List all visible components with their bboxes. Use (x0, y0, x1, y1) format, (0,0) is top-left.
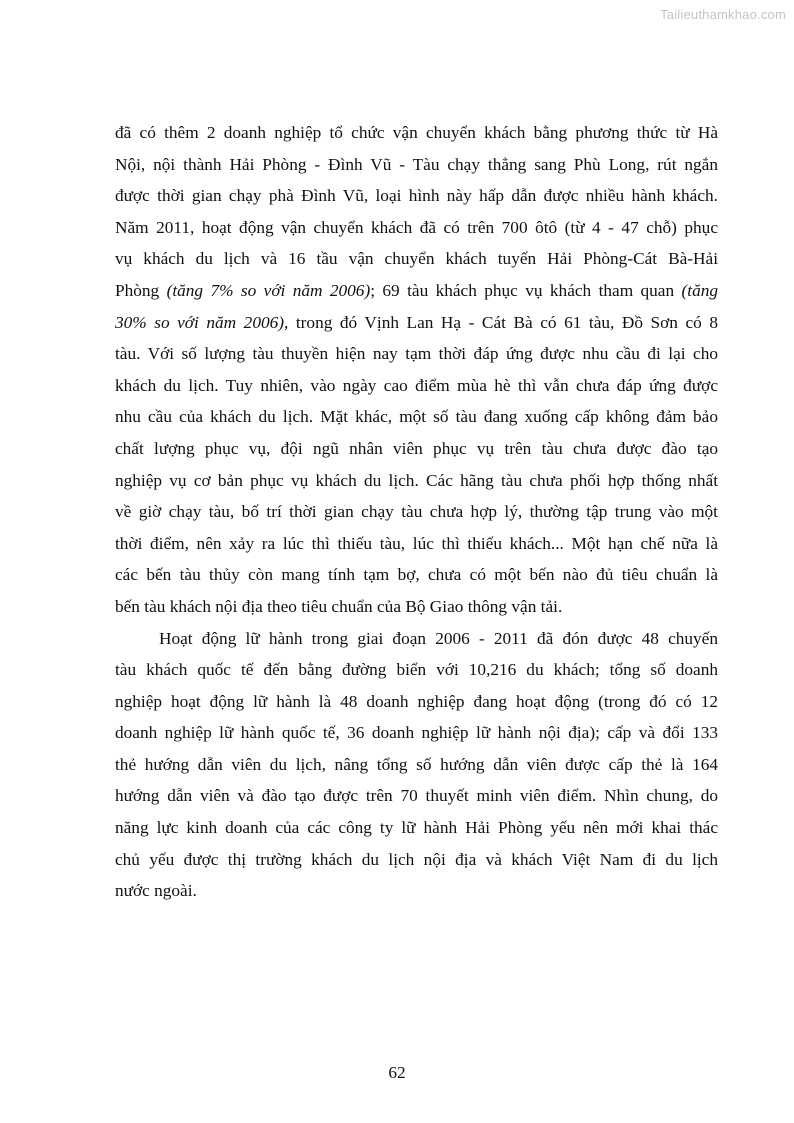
text-line (115, 528, 718, 560)
text-segment: được thời gian chạy phà Đình Vũ, loại hình này hấp dẫn được nhiều hành khách. (115, 186, 718, 206)
text-line (115, 559, 718, 591)
text-segment: Phòng (115, 280, 167, 300)
text-line (115, 243, 718, 275)
text-segment: khách du lịch. Tuy nhiên, vào ngày cao điểm mùa hè thì vẫn chưa đáp ứng được (115, 375, 718, 395)
text-line (115, 465, 718, 497)
text-segment: Nội, nội thành Hải Phòng - Đình Vũ - Tàu chạy thẳng sang Phù Long, rút ngắn (115, 154, 718, 174)
text-line (115, 686, 718, 718)
text-line (115, 496, 718, 528)
text-segment: nhu cầu của khách du lịch. Mặt khác, một số tàu đang xuống cấp không đảm bảo (115, 407, 718, 427)
text-line (115, 654, 718, 686)
text-segment: chủ yếu được thị trường khách du lịch nội địa và khách Việt Nam đi du lịch (115, 849, 718, 869)
text-segment: trong đó Vịnh Lan Hạ - Cát Bà có 61 tàu, Đồ Sơn có 8 (288, 312, 718, 332)
text-line (115, 591, 718, 623)
text-line (115, 212, 718, 244)
text-line (115, 275, 718, 307)
text-segment: Năm 2011, hoạt động vận chuyển khách đã có trên 700 ôtô (từ 4 - 47 chỗ) phục (115, 217, 718, 237)
italic-segment: (tăng (681, 280, 718, 300)
text-segment: nghiệp vụ cơ bản phục vụ khách du lịch. Các hãng tàu chưa phối hợp thống nhất (115, 470, 718, 490)
text-segment: ; 69 tàu khách phục vụ khách tham quan (370, 280, 682, 300)
text-segment: nghiệp hoạt động lữ hành là 48 doanh nghiệp đang hoạt động (trong đó có 12 (115, 691, 718, 711)
text-line (115, 307, 718, 339)
text-line (115, 780, 718, 812)
text-line (115, 117, 718, 149)
text-line (115, 370, 718, 402)
text-segment: tàu. Với số lượng tàu thuyền hiện nay tạm thời đáp ứng được nhu cầu đi lại cho (115, 344, 718, 364)
text-segment: nước ngoài. (115, 881, 197, 901)
text-segment: thẻ hướng dẫn viên du lịch, nâng tổng số hướng dẫn viên được cấp thẻ là 164 (115, 754, 718, 774)
text-segment: tàu khách quốc tế đến bằng đường biển với 10,216 du khách; tổng số doanh (115, 660, 718, 680)
text-line (115, 338, 718, 370)
text-line (115, 180, 718, 212)
text-line (115, 717, 718, 749)
watermark: Tailieuthamkhao.com (660, 7, 786, 22)
text-line (115, 844, 718, 876)
text-line (115, 433, 718, 465)
text-segment: thời điểm, nên xảy ra lúc thì thiếu tàu, lúc thì thiếu khách... Một hạn chế nữa là (115, 533, 718, 553)
text-segment: năng lực kinh doanh của các công ty lữ hành Hải Phòng yếu nên mới khai thác (115, 818, 718, 838)
text-segment: hướng dẫn viên và đào tạo được trên 70 thuyết minh viên điểm. Nhìn chung, do (115, 786, 718, 806)
text-segment: chất lượng phục vụ, đội ngũ nhân viên phục vụ trên tàu chưa được đào tạo (115, 438, 718, 458)
text-line (115, 401, 718, 433)
paragraph-2 (115, 623, 718, 907)
page-number: 62 (388, 1063, 406, 1082)
text-segment: doanh nghiệp lữ hành quốc tế, 36 doanh nghiệp lữ hành nội địa); cấp và đổi 133 (115, 723, 718, 743)
text-segment: về giờ chạy tàu, bố trí thời gian chạy tàu chưa hợp lý, thường tập trung vào một (115, 502, 718, 522)
text-segment: đã có thêm 2 doanh nghiệp tổ chức vận chuyển khách bằng phương thức từ Hà (115, 123, 718, 142)
text-segment: Hoạt động lữ hành trong giai đoạn 2006 - 2011 đã đón được 48 chuyến (159, 628, 718, 648)
text-line (115, 749, 718, 781)
italic-segment: (tăng 7% so với năm 2006) (166, 280, 371, 300)
text-segment: vụ khách du lịch và 16 tầu vận chuyển khách tuyến Hải Phòng-Cát Bà-Hải (115, 249, 718, 269)
text-line (115, 623, 718, 655)
document-body (115, 117, 718, 907)
paragraph-1 (115, 117, 718, 623)
text-line (115, 812, 718, 844)
text-line (115, 875, 718, 907)
text-line (115, 149, 718, 181)
italic-segment: 30% so với năm 2006), (115, 312, 289, 332)
text-segment: bến tàu khách nội địa theo tiêu chuẩn của Bộ Giao thông vận tải. (115, 596, 563, 616)
text-segment: các bến tàu thủy còn mang tính tạm bợ, chưa có một bến nào đủ tiêu chuẩn là (115, 565, 718, 585)
